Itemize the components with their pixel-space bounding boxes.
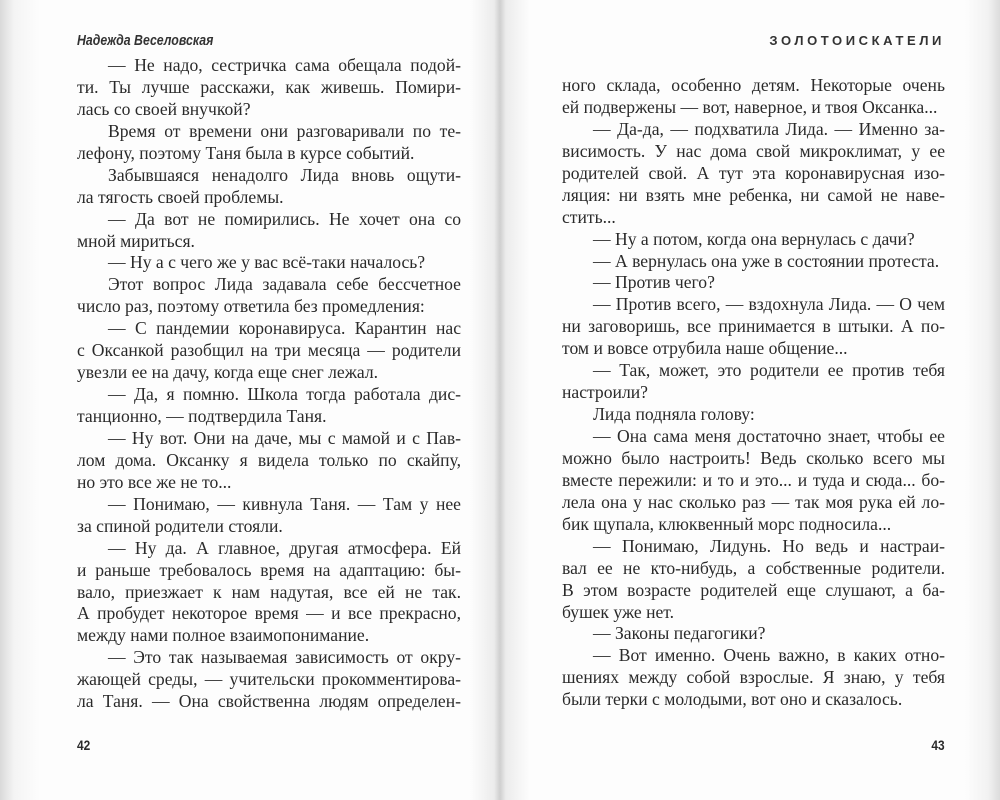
text-line: Лида подняла голову: bbox=[593, 404, 755, 425]
text-line: — Ну вот. Они на даче, мы с мамой и с Пав- bbox=[108, 427, 461, 448]
text-line: том и вовсе отрубила наше общение... bbox=[562, 338, 848, 359]
text-line: были терки с молодыми, вот оно и сказалось. bbox=[562, 689, 903, 710]
text-line: танционно, — подтвердила Таня. bbox=[77, 406, 327, 426]
text-line: между нами полное взаимопонимание. bbox=[77, 625, 370, 646]
text-line: ного склада, особенно детям. Некоторые очень bbox=[562, 75, 945, 95]
running-head-title: ЗОЛОТОИСКАТЕЛИ bbox=[769, 33, 945, 48]
text-line: вал ее не кто-нибудь, а собственные родители. bbox=[562, 557, 945, 578]
text-line: А пробудет некоторое время — и все прекрасно, bbox=[77, 603, 461, 624]
text-line: — Да вот не помирились. Не хочет она со bbox=[108, 208, 461, 229]
text-line: увезли ее на дачу, когда еще снег лежал. bbox=[77, 362, 378, 383]
text-line: вало, приезжает к нам надутая, все ей не так. bbox=[77, 581, 461, 602]
text-line: В этом возрасте родителей еще слушают, а ба- bbox=[562, 579, 945, 600]
text-line: стить... bbox=[562, 206, 616, 227]
text-line: — Законы педагогики? bbox=[593, 623, 766, 644]
text-line: Этот вопрос Лида задавала себе бессчетное bbox=[108, 274, 461, 295]
right-page-text bbox=[562, 75, 945, 711]
text-line: — Против чего? bbox=[593, 272, 715, 293]
text-line: жающей среды, — учительски прокомментирова- bbox=[77, 669, 461, 690]
text-line: настроили? bbox=[562, 382, 648, 403]
text-line: но это все же не то... bbox=[77, 471, 232, 492]
text-line: ла Таня. — Она свойственна людям определен- bbox=[77, 691, 461, 712]
text-line: ла тягость своей проблемы. bbox=[77, 186, 284, 207]
text-line: ти. Ты лучше расскажи, как живешь. Помири- bbox=[77, 76, 461, 97]
text-line: шениях между собой взрослые. Я знаю, у тебя bbox=[562, 667, 945, 688]
left-page bbox=[77, 0, 461, 800]
page-number-right: 43 bbox=[931, 737, 945, 753]
text-line: — Так, может, это родители ее против тебя bbox=[593, 360, 945, 381]
text-line: — Понимаю, — кивнула Таня. — Там у нее bbox=[108, 493, 461, 514]
text-line: вместе пережили: и то и это... и туда и сюда... бо- bbox=[562, 469, 945, 490]
left-page-text bbox=[77, 55, 461, 713]
text-line: — А вернулась она уже в состоянии протеста. bbox=[593, 250, 940, 271]
text-line: — Не надо, сестричка сама обещала подой- bbox=[108, 55, 461, 75]
text-line: — Ну да. А главное, другая атмосфера. Ей bbox=[108, 537, 461, 558]
text-line: — Понимаю, Лидунь. Но ведь и настраи- bbox=[593, 535, 945, 556]
text-line: — Против всего, — вздохнула Лида. — О чем bbox=[593, 294, 945, 315]
text-line: — С пандемии коронавируса. Карантин нас bbox=[108, 318, 461, 339]
text-line: за спиной родители стояли. bbox=[77, 515, 283, 536]
text-line: — Ну а с чего же у вас всё-таки началось? bbox=[108, 252, 426, 273]
text-line: ляция: ни взять мне ребенка, ни самой не наве- bbox=[562, 184, 945, 205]
text-line: лом дома. Оксанку я видела только по скайпу, bbox=[77, 449, 461, 470]
text-line: родителей свой. А тут эта коронавирусная изо- bbox=[562, 162, 945, 183]
text-line: — Да, я помню. Школа тогда работала дис- bbox=[108, 384, 461, 405]
text-line: мной мириться. bbox=[77, 230, 195, 251]
text-line: и раньше требовалось время на адаптацию: бы- bbox=[77, 559, 461, 580]
page-number-left: 42 bbox=[77, 737, 91, 753]
text-line: ей подвержены — вот, наверное, и твоя Оксанка... bbox=[562, 96, 938, 117]
text-line: бушек уже нет. bbox=[562, 601, 675, 622]
text-line: с Оксанкой разобщил на три месяца — родители bbox=[77, 340, 461, 361]
text-line: число раз, поэтому ответила без промедления: bbox=[77, 296, 425, 317]
running-head-author: Надежда Веселовская bbox=[77, 33, 214, 49]
text-line: — Это так называемая зависимость от окру- bbox=[108, 647, 461, 668]
text-line: лела она у нас сколько раз — так моя рука ей ло- bbox=[562, 491, 945, 512]
text-line: лась со своей внучкой? bbox=[77, 98, 251, 119]
right-page bbox=[562, 0, 945, 800]
text-line: можно было настроить! Ведь сколько всего мы bbox=[562, 447, 945, 468]
text-line: Время от времени они разговаривали по те- bbox=[108, 120, 461, 141]
text-line: висимость. У нас дома свой микроклимат, у ее bbox=[562, 140, 945, 161]
text-line: ни заговоришь, все принимается в штыки. А по- bbox=[562, 316, 945, 337]
text-line: бик щупала, клюквенный морс подносила... bbox=[562, 513, 892, 534]
text-line: Забывшаяся ненадолго Лида вновь ощути- bbox=[108, 164, 461, 185]
text-line: лефону, поэтому Таня была в курсе событий. bbox=[77, 142, 415, 163]
text-line: — Она сама меня достаточно знает, чтобы ее bbox=[593, 426, 945, 446]
text-line: — Вот именно. Очень важно, в каких отно- bbox=[593, 645, 945, 666]
text-line: — Ну а потом, когда она вернулась с дачи? bbox=[593, 228, 915, 249]
text-line: — Да-да, — подхватила Лида. — Именно за- bbox=[593, 118, 945, 139]
